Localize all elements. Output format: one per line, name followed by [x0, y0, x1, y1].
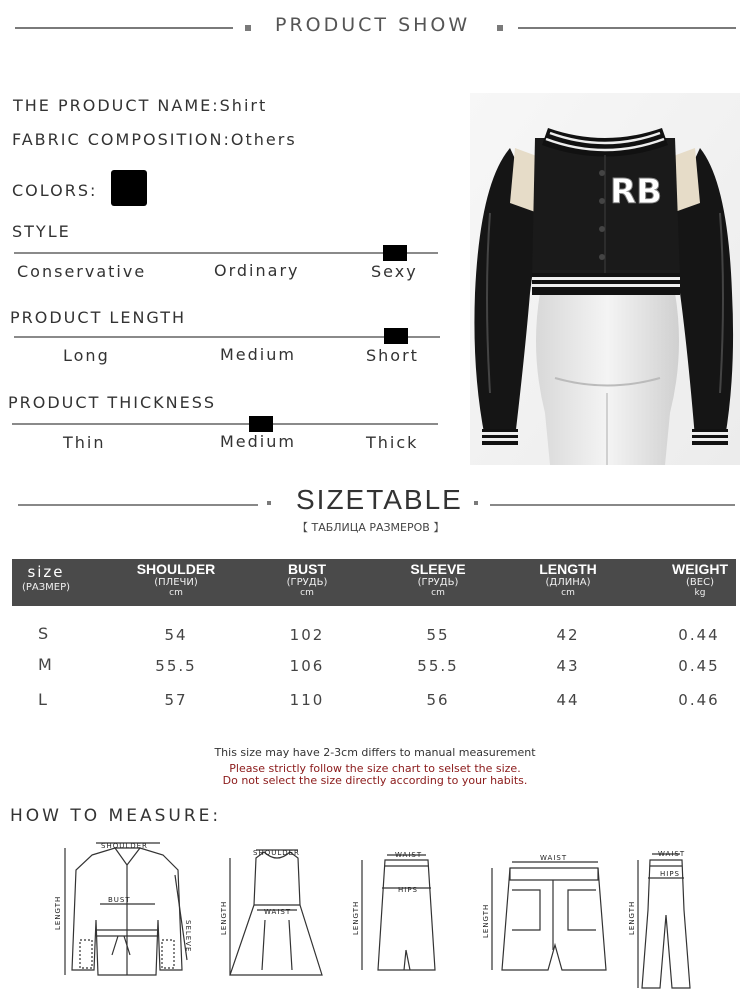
shorts-length-label: LENGTH: [482, 903, 490, 938]
sizetable-rule-right: [490, 504, 735, 506]
thickness-scale-track: [12, 423, 438, 425]
table-cell: 43: [556, 657, 580, 675]
size-header-main: size: [27, 563, 65, 581]
table-cell: 55: [426, 626, 450, 644]
jacket-sleeve-label: SELEVE: [184, 920, 192, 953]
thickness-label-thick: Thick: [366, 433, 419, 452]
thickness-label-medium: Medium: [220, 432, 296, 451]
column-header-sleeve: [388, 561, 488, 598]
product-photo: [470, 93, 740, 465]
warning-note-2: Do not select the size directly according to your habits.: [222, 774, 528, 787]
warning-note-1: Please strictly follow the size chart to selset the size.: [229, 762, 521, 775]
table-cell: 110: [289, 691, 325, 709]
row-size-s: S: [38, 624, 49, 643]
column-header-weight: [650, 561, 750, 598]
column-header-length: [518, 561, 618, 598]
sizetable-dot-left: [267, 501, 271, 505]
shoulder-header-unit: cm: [169, 588, 183, 598]
row-size-m: M: [38, 655, 52, 674]
length-scale-track: [14, 336, 440, 338]
skirt-length-label: LENGTH: [352, 900, 360, 935]
style-label-ordinary: Ordinary: [214, 261, 300, 280]
shoulder-header: SHOULDER: [136, 561, 216, 577]
bust-header: BUST: [287, 561, 327, 577]
sizetable-header-row: [12, 559, 736, 606]
length-label-medium: Medium: [220, 345, 296, 364]
measure-diagrams: [0, 830, 750, 1000]
table-cell: 106: [289, 657, 325, 675]
table-cell: 102: [289, 626, 325, 644]
weight-header-ru: (ВЕС): [686, 577, 714, 588]
size-header-ru: (РАЗМЕР): [21, 582, 71, 593]
length-header: LENGTH: [539, 561, 597, 577]
size-column-header: [18, 563, 74, 593]
length-header-unit: cm: [561, 588, 575, 598]
jacket-bust-label: BUST: [108, 896, 131, 904]
pants-length-label: LENGTH: [628, 900, 636, 935]
shoulder-header-ru: (ПЛЕЧИ): [154, 577, 198, 588]
bust-header-ru: (ГРУДЬ): [286, 577, 328, 588]
shorts-waist-label: WAIST: [540, 854, 568, 862]
shorts-diagram: [492, 862, 606, 970]
header-dot-right: [497, 25, 503, 31]
how-to-measure-title: HOW TO MEASURE:: [10, 806, 222, 826]
length-label-short: Short: [366, 346, 419, 365]
sizetable-title: SIZETABLE: [296, 484, 463, 515]
table-cell: 44: [556, 691, 580, 709]
skirt-waist-label: WAIST: [395, 851, 423, 859]
colors-label: COLORS:: [12, 181, 98, 200]
jacket-patch-letters: RB: [610, 172, 663, 212]
weight-header-unit: kg: [694, 588, 706, 598]
style-scale-marker: [383, 245, 407, 261]
table-cell: 0.44: [678, 626, 720, 644]
row-size-l: L: [38, 690, 47, 709]
length-header-ru: (ДЛИНА): [545, 577, 591, 588]
column-header-shoulder: [126, 561, 226, 598]
header-rule-right: [518, 27, 736, 29]
pants-waist-label: WAIST: [658, 850, 686, 858]
weight-header: WEIGHT: [672, 561, 728, 577]
thickness-label-thin: Thin: [63, 433, 106, 452]
color-swatch-black[interactable]: [111, 170, 147, 206]
sleeve-header-unit: cm: [431, 588, 445, 598]
product-name: THE PRODUCT NAME:Shirt: [13, 96, 268, 115]
measurement-note: This size may have 2-3cm differs to manual measurement: [214, 746, 536, 759]
sizetable-subtitle: 【 ТАБЛИЦА РАЗМЕРОВ 】: [297, 521, 445, 534]
jacket-diagram: [65, 843, 187, 975]
table-cell: 42: [556, 626, 580, 644]
column-header-bust: [257, 561, 357, 598]
sleeve-header: SLEEVE: [410, 561, 466, 577]
thickness-title: PRODUCT THICKNESS: [8, 393, 216, 412]
dress-shoulder-label: SHOULDER: [253, 849, 300, 857]
fabric-composition: FABRIC COMPOSITION:Others: [12, 130, 297, 149]
pants-hips-label: HIPS: [660, 870, 680, 878]
length-scale-marker: [384, 328, 408, 344]
style-label-conservative: Conservative: [17, 262, 147, 281]
table-cell: 0.46: [678, 691, 720, 709]
dress-waist-label: WAIST: [264, 908, 292, 916]
table-cell: 57: [164, 691, 188, 709]
thickness-scale-marker: [249, 416, 273, 432]
table-cell: 56: [426, 691, 450, 709]
jacket-length-label: LENGTH: [54, 895, 62, 930]
length-title: PRODUCT LENGTH: [10, 308, 187, 327]
table-cell: 54: [164, 626, 188, 644]
table-cell: 0.45: [678, 657, 720, 675]
style-label-sexy: Sexy: [371, 262, 418, 281]
sizetable-rule-left: [18, 504, 258, 506]
sleeve-header-ru: (ГРУДЬ): [417, 577, 459, 588]
length-label-long: Long: [63, 346, 110, 365]
table-cell: 55.5: [155, 657, 197, 675]
skirt-diagram: [362, 855, 435, 970]
jacket-shoulder-label: SHOULDER: [101, 842, 148, 850]
skirt-hips-label: HIPS: [398, 886, 418, 894]
dress-length-label: LENGTH: [220, 900, 228, 935]
style-scale-track: [14, 252, 438, 254]
sizetable-dot-right: [474, 501, 478, 505]
table-cell: 55.5: [417, 657, 459, 675]
jacket-illustration: [470, 93, 740, 465]
page-title: PRODUCT SHOW: [275, 14, 471, 36]
header-dot-left: [245, 25, 251, 31]
bust-header-unit: cm: [300, 588, 314, 598]
header-rule-left: [15, 27, 233, 29]
style-title: STYLE: [12, 222, 71, 241]
